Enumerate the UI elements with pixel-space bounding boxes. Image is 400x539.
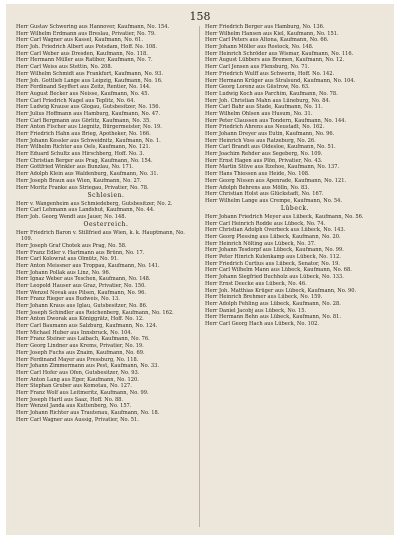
register-entry: Herr Joseph Schindler aus Reichenberg, Kaufmann, No. 162. bbox=[16, 309, 174, 316]
register-entry: Herr Adolph Behrens aus Mölln, No. 83. bbox=[205, 184, 310, 191]
register-entry: Herr Georg Nissen aus Apenrade, Kaufmann, No. 121. bbox=[205, 177, 347, 184]
register-entry: Herr Eduard Schultz aus Hirschberg, Hoff. No. 3. bbox=[16, 151, 145, 158]
register-entry: Herr Wilhelm Schmidt aus Frankfurt, Kaufmann, No. 93. bbox=[16, 70, 163, 77]
register-entry: Herr Hermann Behn aus Lübeck, Kaufmann, No. 81. bbox=[205, 314, 341, 321]
register-entry: Herr Franz Wolf aus Leitmeritz, Kaufmann, No. 99. bbox=[16, 389, 149, 396]
section-heading-schlesien: Schlesien. bbox=[87, 191, 125, 199]
register-entry: Herr Georg Plessing aus Lübeck, Kaufmann, No. 20. bbox=[205, 234, 341, 241]
register-entry: Herr Ferdinand Seyffert aus Zeitz, Rentier, No. 144. bbox=[16, 84, 151, 91]
register-entry: Herr Joh. Christian Mahn aus Lüneburg, No. 84. bbox=[205, 97, 331, 104]
register-entry: Herr Heinrich Nölting aus Lübeck, No. 37. bbox=[205, 240, 316, 247]
register-entry: Herr Carl Jensen aus Flensburg, No. 71. bbox=[205, 64, 310, 71]
register-entry: Herr Carl Friedrich Nagel aus Teplitz, No. 64. bbox=[16, 97, 136, 104]
register-entry: Herr Wenzel Janda aus Kuttenberg, No. 157. bbox=[16, 403, 132, 410]
page-number: 158 bbox=[189, 10, 211, 23]
register-entry: Herr Wilhelm Lange aus Crempe, Kaufmann, No. 54. bbox=[205, 197, 343, 204]
register-entry: Herr Johann Tesdorpf aus Lübeck, Kaufmann, No. 99. bbox=[205, 247, 344, 254]
register-entry: Herr Friedrich Curtius aus Lübeck, Senator, No. 19. bbox=[205, 260, 340, 267]
register-entry: Herr Johann Kraus aus Iglau, Gutsbesitzer, No. 86. bbox=[16, 303, 148, 310]
register-entry: Herr Anton Dworak aus Königgrätz, Hoff. No. 12. bbox=[16, 316, 144, 323]
register-entry: Herr v. Wangenheim aus Schmiedeberg, Gutsbesitzer, No. 2. bbox=[16, 200, 173, 207]
register-entry: Herr Peter Hinrich Kulenkamp aus Lübeck, No. 112. bbox=[205, 254, 341, 261]
register-entry: Herr Johann Dreyer aus Eutin, Kaufmann, No. 96. bbox=[205, 131, 335, 137]
register-entry: Herr Johann Kessler aus Schweidnitz, Kaufmann, No. 1. bbox=[16, 137, 161, 144]
register-entry: Herr Friedrich Ahrens aus Neustadt, No. 162. bbox=[205, 124, 325, 131]
register-entry: Herr Joseph Hartl aus Saaz, Hoff. No. 88. bbox=[16, 396, 124, 403]
register-entry: Herr Christian Berger aus Prag, Kaufmann, No. 154. bbox=[16, 157, 153, 164]
register-entry: Herr Michael Huber aus Innsbruck, No. 104. bbox=[16, 329, 133, 336]
register-entry: Herr Johann Richter aus Trautenau, Kaufmann, No. 18. bbox=[16, 410, 160, 417]
right-column bbox=[205, 24, 385, 529]
register-entry: Herr Franz Rieger aus Budweis, No. 13. bbox=[16, 296, 120, 303]
register-entry: Herr Carl Baumann aus Salzburg, Kaufmann, No. 124. bbox=[16, 323, 158, 330]
register-entry: Herr Johann Friedrich Meyer aus Lübeck, Kaufmann, No. 56. bbox=[205, 213, 364, 220]
register-entry: Herr Heinrich Schröder aus Wismar, Kaufmann, No. 116. bbox=[205, 50, 354, 57]
right-entries-bottom bbox=[205, 214, 385, 327]
register-entry: Herr August Becker aus Neisse, Kaufmann, No. 45. bbox=[16, 90, 150, 97]
register-entry: Herr Wilhelm Richter aus Oels, Kaufmann, No. 121. bbox=[16, 144, 151, 151]
register-entry: Herr Gottfried Winkler aus Bunzlau, No. 171. bbox=[16, 164, 134, 171]
register-entry: Herr Wilhelm Hansen aus Kiel, Kaufmann, No. 151. bbox=[205, 30, 339, 37]
register-entry: Herr Joh. Matthias Krüger aus Lübeck, Kaufmann, No. 90. bbox=[205, 287, 357, 294]
register-entry: Herr Franz Edler v. Hartmann aus Brünn, No. 17. bbox=[16, 249, 145, 256]
register-entry: Herr Carl Wagner aus Aussig, Privatier, No. 51. bbox=[16, 416, 139, 423]
register-entry: Herr Joseph Fuchs aus Znaim, Kaufmann, No. 69. bbox=[16, 349, 145, 356]
register-entry: Herr Friedrich Berger aus Hamburg, No. 136. bbox=[205, 24, 325, 30]
register-entry: Herr Carl Weiss aus Stettin, No. 208. bbox=[16, 64, 113, 71]
register-entry: Herr Friedrich Baron v. Stillfried aus Wien, k. k. Hauptmann, No. 109. bbox=[16, 230, 185, 243]
register-entry: Herr Hermann Krüger aus Stralsund, Kaufmann, No. 104. bbox=[205, 77, 356, 84]
register-entry: Herr Carl Heinrich Rodde aus Lübeck, No. 74. bbox=[205, 220, 326, 227]
register-entry: Herr Joachim Rehder aus Segeberg, No. 109. bbox=[205, 151, 323, 158]
register-entry: Herr Daniel Jacobj aus Lübeck, No. 15. bbox=[205, 307, 307, 314]
register-entry: Herr Georg Lindner aus Krems, Privatier, No. 19. bbox=[16, 343, 144, 350]
register-entry: Herr Johann Möller aus Rostock, No. 148. bbox=[205, 44, 314, 51]
register-entry: Herr Georg Lorenz aus Güstrow, No. 63. bbox=[205, 84, 310, 91]
register-entry: Herr Carl Weber aus Dresden, Kaufmann, No. 118. bbox=[16, 50, 148, 57]
register-entry: Herr Ernst Deecke aus Lübeck, No. 46. bbox=[205, 280, 307, 287]
register-entry: Herr Ignaz Weber aus Teschen, Kaufmann, No. 148. bbox=[16, 276, 151, 283]
register-entry: Herr Ernst Hagen aus Plön, Privatier, No. 43. bbox=[205, 157, 323, 164]
left-entries-top bbox=[16, 24, 196, 191]
register-entry: Herr Carl Bergmann aus Görlitz, Kaufmann, No. 35. bbox=[16, 117, 151, 124]
register-entry: Herr Adolph Klein aus Waldenburg, Kaufmann, No. 31. bbox=[16, 171, 159, 178]
register-entry: Herr Heinrich Voss aus Ratzeburg, No. 26. bbox=[205, 137, 316, 144]
register-entry: Herr Carl Georg Hach aus Lübeck, No. 102. bbox=[205, 320, 319, 327]
register-entry: Herr Joseph Graf Chotek aus Prag, No. 58. bbox=[16, 242, 127, 249]
register-entry: Herr Moritz Franke aus Striegau, Privatier, No. 78. bbox=[16, 184, 149, 191]
register-entry: Herr Carl Hofer aus Ofen, Gutsbesitzer, No. 93. bbox=[16, 369, 140, 376]
register-entry: Herr Ferdinand Mayer aus Pressburg, No. 118. bbox=[16, 356, 139, 363]
right-entries-top bbox=[205, 24, 385, 204]
register-entry: Herr Carl Wagner aus Kassel, Kaufmann, No. 61. bbox=[16, 37, 143, 44]
register-entry: Herr Christian Holst aus Glückstadt, No. 167. bbox=[205, 191, 324, 198]
column-divider bbox=[199, 26, 200, 527]
register-entry: Herr Peter Claussen aus Tondern, Kaufmann, No. 144. bbox=[205, 117, 347, 124]
register-entry: Herr Johann Zimmermann aus Pest, Kaufmann, No. 33. bbox=[16, 363, 159, 370]
register-entry: Herr Hermann Müller aus Ratibor, Kaufmann, No. 7. bbox=[16, 57, 153, 64]
register-entry: Herr Anton Meissner aus Troppau, Kaufmann, No. 141. bbox=[16, 262, 160, 269]
register-entry: Herr Stephan Gruber aus Komotau, No. 127. bbox=[16, 383, 132, 390]
register-entry: Herr Carl Bahr aus Stade, Kaufmann, No. 11. bbox=[205, 104, 323, 111]
register-entry: Herr Adolph Fehling aus Lübeck, Kaufmann, No. 28. bbox=[205, 300, 341, 307]
register-entry: Herr Friedrich Wulff aus Schwerin, Hoff. No. 142. bbox=[205, 70, 335, 77]
register-entry: Herr Franz Steiner aus Laibach, Kaufmann, No. 76. bbox=[16, 336, 150, 343]
register-entry: Herr Wilhelm Erdmann aus Breslau, Privatier, No. 79. bbox=[16, 30, 156, 37]
register-entry: Herr Johann Pollak aus Linz, No. 96. bbox=[16, 269, 111, 276]
register-entry: Herr Martin Stüve aus Itzehoe, Kaufmann, No. 137. bbox=[205, 164, 340, 171]
register-entry: Herr Joh. Georg Wendt aus Jauer, No. 148. bbox=[16, 213, 127, 220]
register-entry: Herr Christian Adolph Overbeck aus Lübeck, No. 143. bbox=[205, 227, 346, 234]
register-entry: Herr Carl Brandt aus Oldesloe, Kaufmann, No. 51. bbox=[205, 144, 336, 151]
register-entry: Herr Wilhelm Ohlsen aus Husum, No. 31. bbox=[205, 110, 313, 117]
left-entries-bottom bbox=[16, 230, 196, 423]
section-heading-luebeck: Lübeck. bbox=[280, 204, 310, 212]
register-entry: Herr Ludwig Krause aus Glogau, Gutsbesitzer, No. 156. bbox=[16, 104, 161, 111]
left-column bbox=[16, 24, 196, 529]
register-entry: Herr Joh. Gottlieb Lange aus Leipzig, Kaufmann, No. 16. bbox=[16, 77, 163, 84]
register-entry: Herr August Lübbers aus Bremen, Kaufmann, No. 12. bbox=[205, 57, 345, 64]
register-entry: Herr Hans Thiessen aus Heide, No. 108. bbox=[205, 171, 310, 178]
register-entry: Herr Julius Hoffmann aus Hamburg, Kaufmann, No. 47. bbox=[16, 110, 160, 117]
register-entry: Herr Carl Peters aus Altona, Kaufmann, No. 66. bbox=[205, 37, 329, 44]
register-entry: Herr Anton Lang aus Eger, Kaufmann, No. 120. bbox=[16, 376, 139, 383]
register-entry: Herr Joh. Friedrich Albert aus Potsdam, Hoff. No. 108. bbox=[16, 44, 158, 51]
section-heading-oesterreich: Oesterreich. bbox=[83, 221, 129, 229]
register-entry: Herr Friedrich Hahn aus Brieg, Apotheker, No. 166. bbox=[16, 131, 151, 137]
register-entry: Herr Joseph Braun aus Wien, Kaufmann, No. 27. bbox=[16, 177, 142, 184]
register-entry: Herr Ludwig Koch aus Parchim, Kaufmann, No. 78. bbox=[205, 90, 338, 97]
register-entry: Herr Gustav Schwering aus Hannover, Kaufmann, No. 154. bbox=[16, 24, 170, 30]
register-entry: Herr Carl Wilhelm Mann aus Lübeck, Kaufmann, No. 68. bbox=[205, 267, 352, 274]
left-entries-mid bbox=[16, 201, 196, 220]
register-entry: Herr Heinrich Brehmer aus Lübeck, No. 159. bbox=[205, 294, 323, 301]
register-entry: Herr Carl Kolowrat aus Olmütz, No. 91. bbox=[16, 256, 119, 263]
register-entry: Herr Leopold Hauser aus Graz, Privatier, No. 150. bbox=[16, 282, 146, 289]
register-entry: Herr Wenzel Novak aus Pilsen, Kaufmann, No. 96. bbox=[16, 289, 146, 296]
register-entry: Herr Anton Fischer aus Liegnitz, Bürgermeister, No. 19. bbox=[16, 124, 162, 131]
book-page bbox=[6, 4, 394, 535]
register-entry: Herr Carl Lehmann aus Landshut, Kaufmann, No. 44. bbox=[16, 207, 155, 214]
register-entry: Herr Johann Siegfried Buchholz aus Lübeck, No. 133. bbox=[205, 274, 344, 281]
